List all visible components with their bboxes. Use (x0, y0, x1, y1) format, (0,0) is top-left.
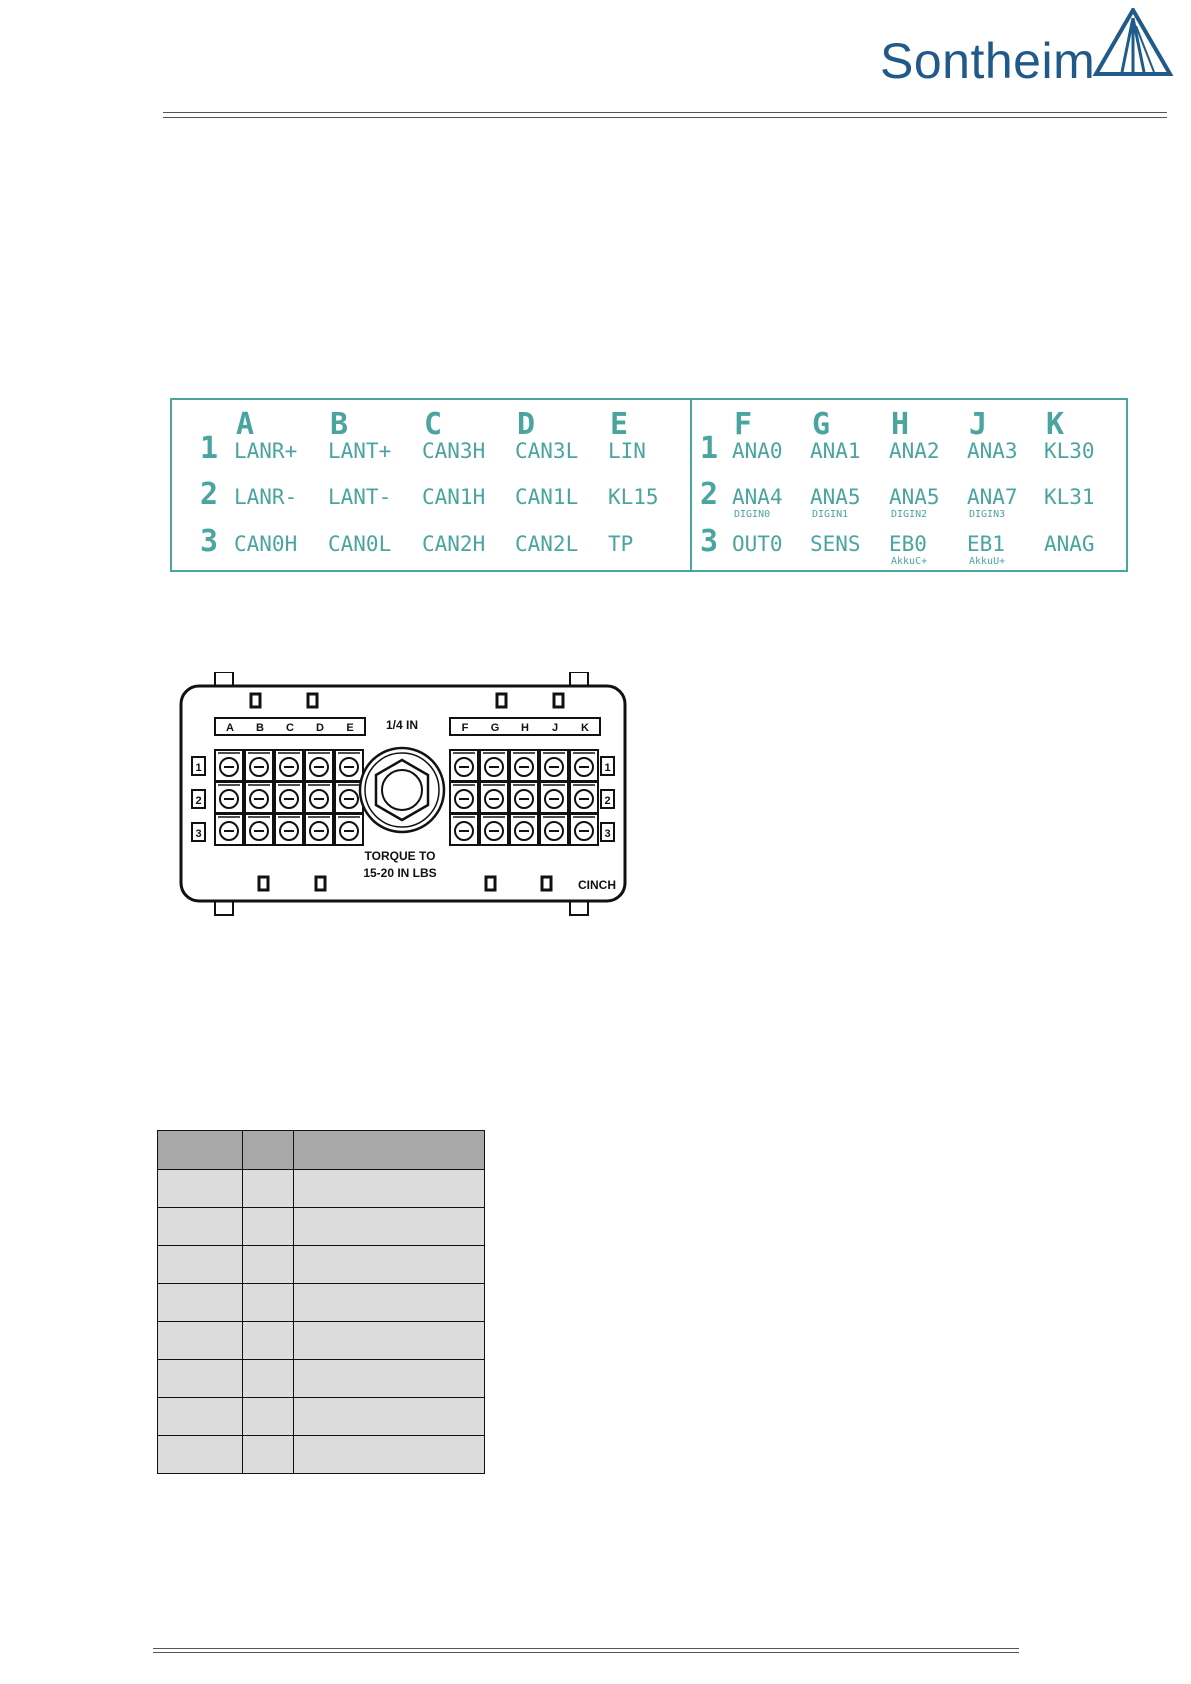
table-cell (294, 1436, 485, 1474)
row-number-3: 3 (200, 524, 219, 559)
table-cell (243, 1170, 294, 1208)
column-letter-k: K (1046, 407, 1065, 442)
pin-label: ANA2 (889, 439, 940, 463)
table-row (158, 1170, 485, 1208)
column-letter-k: K (581, 722, 589, 734)
latch-marker (497, 694, 506, 707)
pin-sublabel: AkkuU+ (969, 556, 1006, 567)
column-letter-j: J (969, 407, 988, 442)
column-letter-d: D (517, 407, 536, 442)
pin-label: SENS (810, 532, 861, 556)
row-number-2: 2 (195, 795, 202, 807)
table-row (158, 1208, 485, 1246)
pin-label: ANA5 (889, 485, 940, 509)
row-number-2: 2 (700, 477, 719, 512)
table-cell (158, 1170, 243, 1208)
table-row (158, 1284, 485, 1322)
row-number-1: 1 (195, 762, 202, 774)
column-letter-a: A (236, 407, 255, 442)
pin-assignment-panel (170, 398, 1128, 572)
column-letter-j: J (551, 722, 559, 734)
latch-marker (251, 694, 260, 707)
table-cell (243, 1208, 294, 1246)
pin-label: KL30 (1044, 439, 1095, 463)
row-number-3: 3 (700, 524, 719, 559)
logo-mark-icon (1092, 8, 1174, 76)
pin-label: CAN3H (422, 439, 486, 463)
column-letter-f: F (734, 407, 753, 442)
pin-label: CAN0H (234, 532, 298, 556)
pin-label: OUT0 (732, 532, 783, 556)
table-cell (294, 1246, 485, 1284)
table-cell (158, 1208, 243, 1246)
table-cell (294, 1170, 485, 1208)
pin-label: EB0 (889, 532, 927, 556)
latch-marker (308, 694, 317, 707)
pin-label: CAN2L (515, 532, 579, 556)
column-letter-h: H (891, 407, 910, 442)
column-letter-a: A (226, 722, 234, 734)
latch-marker (486, 877, 495, 890)
pin-label: ANA0 (732, 439, 783, 463)
table-cell (243, 1322, 294, 1360)
column-letter-b: B (256, 722, 264, 734)
table-header-cell (158, 1131, 243, 1170)
header-rule (163, 112, 1167, 118)
pin-label: KL31 (1044, 485, 1095, 509)
table-row (158, 1246, 485, 1284)
table-row (158, 1436, 485, 1474)
pin-sublabel: DIGIN3 (969, 509, 1006, 520)
stud-size-label: 1/4 IN (385, 718, 419, 732)
column-letter-g: G (812, 407, 831, 442)
latch-marker (259, 877, 268, 890)
stud-bore (382, 770, 422, 810)
latch-marker (316, 877, 325, 890)
pin-label: CAN0L (328, 532, 392, 556)
footer-rule (153, 1648, 1019, 1653)
column-letter-h: H (521, 722, 529, 734)
pin-label: LANR+ (234, 439, 298, 463)
column-letter-c: C (424, 407, 443, 442)
row-number-3: 3 (195, 828, 202, 840)
table-cell (294, 1284, 485, 1322)
pin-label: LIN (608, 439, 646, 463)
table-cell (243, 1284, 294, 1322)
table-cell (294, 1208, 485, 1246)
pin-label: ANA4 (732, 485, 783, 509)
column-letter-b: B (330, 407, 349, 442)
pin-label: CAN1L (515, 485, 579, 509)
pin-table (157, 1130, 485, 1474)
column-letter-d: D (316, 722, 324, 734)
pin-label: CAN2H (422, 532, 486, 556)
torque-value-label: 15-20 IN LBS (363, 866, 437, 880)
pin-label: CAN3L (515, 439, 579, 463)
column-letter-f: F (461, 722, 469, 734)
pin-label-graphic (172, 400, 1126, 570)
pin-label: LANT- (328, 485, 392, 509)
latch-marker (542, 877, 551, 890)
row-number-2: 2 (604, 795, 611, 807)
table-cell (243, 1398, 294, 1436)
pin-sublabel: DIGIN2 (891, 509, 928, 520)
sontheim-logo (880, 8, 1180, 88)
table-cell (243, 1360, 294, 1398)
table-row (158, 1360, 485, 1398)
row-number-1: 1 (200, 431, 219, 466)
latch-marker (554, 694, 563, 707)
cinch-label: CINCH (578, 878, 616, 892)
table-header-row (158, 1131, 485, 1170)
column-letter-e: E (346, 722, 354, 734)
row-number-3: 3 (604, 828, 611, 840)
table-row (158, 1398, 485, 1436)
table-cell (158, 1436, 243, 1474)
column-letter-e: E (610, 407, 629, 442)
column-letter-c: C (286, 722, 294, 734)
table-cell (158, 1322, 243, 1360)
table-cell (294, 1398, 485, 1436)
table-row (158, 1322, 485, 1360)
table-cell (158, 1246, 243, 1284)
pin-sublabel: DIGIN1 (812, 509, 849, 520)
table-cell (243, 1246, 294, 1284)
pin-sublabel: DIGIN0 (734, 509, 771, 520)
column-letter-g: G (490, 722, 500, 734)
table-header-cell (243, 1131, 294, 1170)
torque-label: TORQUE TO (364, 849, 436, 863)
pin-label: EB1 (967, 532, 1005, 556)
pin-sublabel: AkkuC+ (891, 556, 928, 567)
pin-label: ANA7 (967, 485, 1018, 509)
table-header-cell (294, 1131, 485, 1170)
table-cell (294, 1360, 485, 1398)
pin-label: ANAG (1044, 532, 1095, 556)
pin-label: ANA5 (810, 485, 861, 509)
pin-label: KL15 (608, 485, 659, 509)
connector-drawing (178, 672, 628, 917)
row-number-1: 1 (604, 762, 611, 774)
pin-label: CAN1H (422, 485, 486, 509)
row-number-1: 1 (700, 431, 719, 466)
pin-label: TP (608, 532, 634, 556)
table-cell (294, 1322, 485, 1360)
table-cell (243, 1436, 294, 1474)
row-number-2: 2 (200, 477, 219, 512)
pin-label: LANT+ (328, 439, 392, 463)
table-cell (158, 1284, 243, 1322)
brand-name: Sontheim (880, 33, 1096, 89)
pin-label: ANA1 (810, 439, 861, 463)
pin-label: LANR- (234, 485, 298, 509)
table-cell (158, 1360, 243, 1398)
pin-label: ANA3 (967, 439, 1018, 463)
table-cell (158, 1398, 243, 1436)
